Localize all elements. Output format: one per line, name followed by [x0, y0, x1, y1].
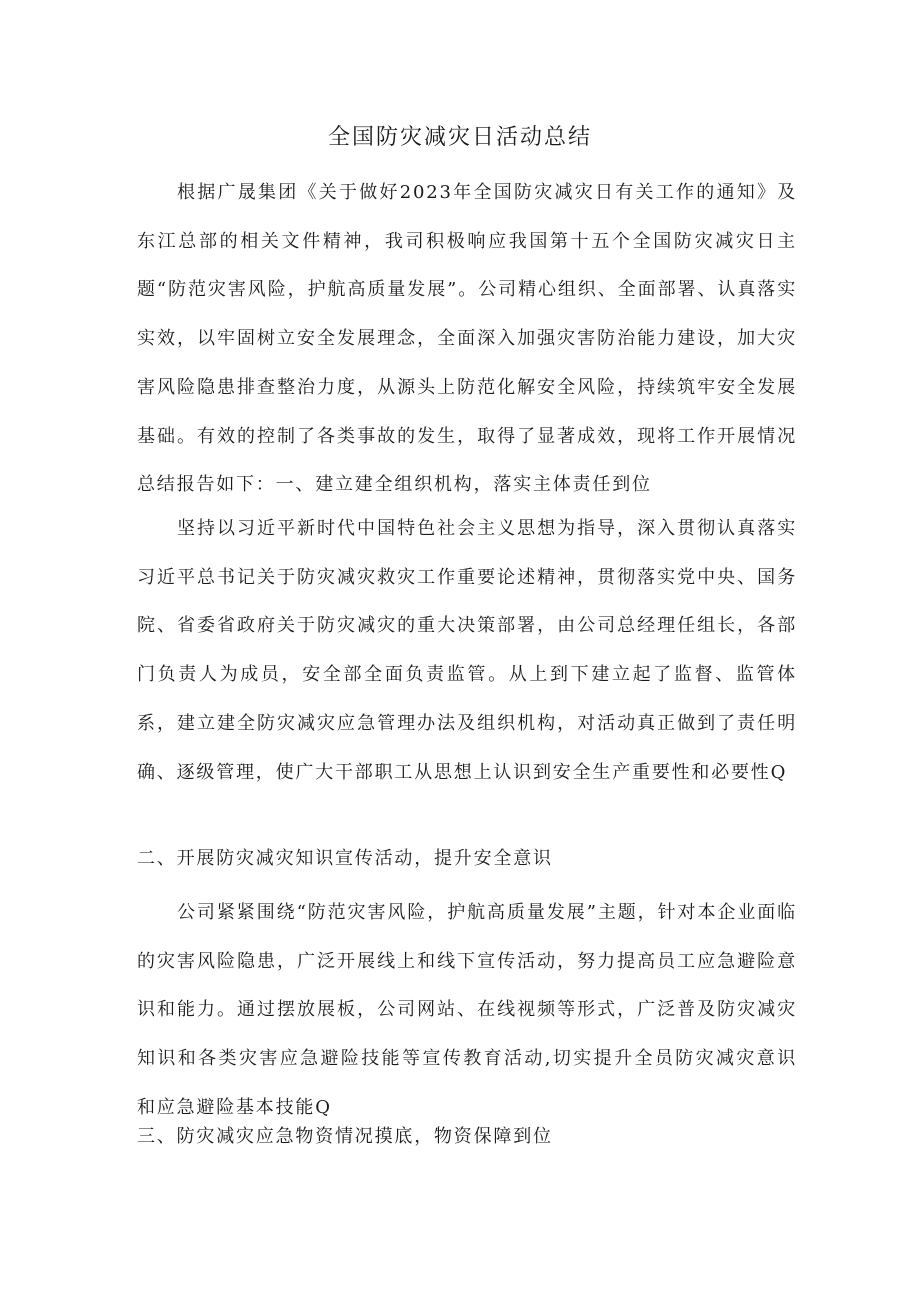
paragraph-organization: 坚持以习近平新时代中国特色社会主义思想为指导，深入贯彻认真落实习近平总书记关于防灾减灾救灾工作重要论述精神，贯彻落实党中央、国务院、省委省政府关于防灾减灾的重大决策部署，由公司总经理任组长，各部门负责人为成员，安全部全面负责监管。从上到下建立起了监督、监管体系，建立建全防灾减灾应急管理办法及组织机构，对活动真正做到了责任明确、逐级管理，使广大干部职工从思想上认识到安全生产重要性和必要性Q	[137, 518, 797, 783]
paragraph-publicity: 公司紧紧围绕“防范灾害风险，护航高质量发展”主题，针对本企业面临的灾害风险隐患，广泛开展线上和线下宣传活动，努力提高员工应急避险意识和能力。通过摆放展板，公司网站、在线视频等形式，广泛普及防灾减灾知识和各类灾害应急避险技能等宣传教育活动,切实提升全员防灾减灾意识和应急避险基本技能Q	[137, 902, 797, 1118]
document-title: 全国防灾减灾日活动总结	[327, 125, 592, 150]
section-heading-2: 二、开展防灾减灾知识宣传活动，提升安全意识	[137, 848, 553, 869]
paragraph-intro: 根据广晟集团《关于做好2023年全国防灾减灾日有关工作的通知》及东江总部的相关文件精神，我司积极响应我国第十五个全国防灾减灾日主题“防范灾害风险，护航高质量发展”。公司精心组织、全面部署、认真落实实效，以牢固树立安全发展理念，全面深入加强灾害防治能力建设，加大灾害风险隐患排查整治力度，从源头上防范化解安全风险，持续筑牢安全发展基础。有效的控制了各类事故的发生，取得了显著成效，现将工作开展情况总结报告如下：一、建立建全组织机构，落实主体责任到位	[137, 182, 797, 496]
section-heading-3: 三、防灾减灾应急物资情况摸底，物资保障到位	[137, 1126, 553, 1147]
